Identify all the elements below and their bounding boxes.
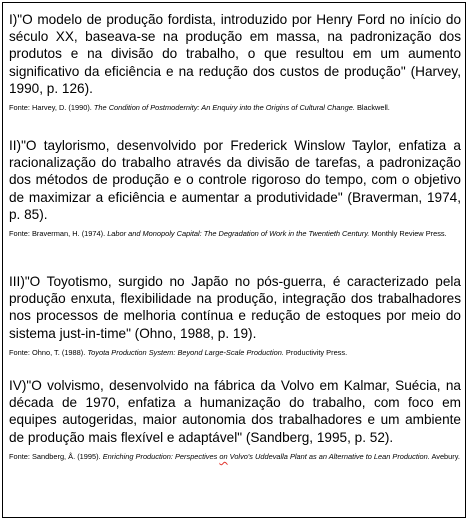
source-title: Labor and Monopoly Capital: The Degradation of Work in the Twentieth Century. — [107, 229, 370, 239]
source-reference — [9, 102, 461, 113]
source-reference — [9, 347, 461, 358]
document-frame — [2, 2, 466, 518]
source-publisher: Avebury. — [431, 451, 460, 461]
source-author: Fonte: Braverman, H. (1974). — [9, 229, 106, 239]
citation-entry-3 — [9, 273, 461, 358]
source-author: Fonte: Sandberg, Å. (1995). — [9, 451, 101, 461]
source-title-part: Enriching Production: Perspectives — [102, 451, 218, 461]
source-publisher: Monthly Review Press. — [371, 229, 447, 239]
quote-text: IV)"O volvismo, desenvolvido na fábrica da Volvo em Kalmar, Suécia, na década de 1970, enfatiza a humanização do trabalho, com foco em equipes autogeridas, maior autonomia dos trabalhadores e um ambiente de produção mais flexível e adaptável" (Sandberg, 1995, p. 52). — [9, 378, 461, 445]
source-reference — [9, 228, 461, 239]
source-title-part: Volvo's Uddevalla Plant as an Alternative to Lean Production. — [229, 451, 430, 461]
quote-text: I)"O modelo de produção fordista, introduzido por Henry Ford no início do século XX, baseava-se na produção em massa, na padronização dos produtos e na divisão do trabalho, o que resultou em um aumento significativo da eficiência e na redução dos custos de produção" (Harvey, 1990, p. 126). — [9, 12, 461, 96]
source-title: Toyota Production System: Beyond Large-Scale Production. — [87, 347, 284, 357]
source-author: Fonte: Ohno, T. (1988). — [9, 347, 86, 357]
source-author: Fonte: Harvey, D. (1990). — [9, 103, 92, 113]
citation-entry-2 — [9, 137, 461, 239]
spellcheck-flag: on — [219, 451, 228, 461]
quote-text: II)"O taylorismo, desenvolvido por Frederick Winslow Taylor, enfatiza a racionalização do trabalho através da divisão de tarefas, a padronização dos métodos de produção e o controle rigoroso do tempo, com o objetivo de maximizar a eficiência e aumentar a produtividade" (Braverman, 1974, p. 85). — [9, 138, 461, 222]
citation-entry-4 — [9, 377, 461, 462]
source-reference — [9, 451, 461, 462]
source-publisher: Productivity Press. — [285, 347, 348, 357]
quote-text: III)"O Toyotismo, surgido no Japão no pós-guerra, é caracterizado pela produção enxuta, flexibilidade na produção, integração dos trabalhadores nos processos de melhoria contínua e redução de estoques por meio do sistema just-in-time" (Ohno, 1988, p. 19). — [9, 274, 461, 341]
source-publisher: Blackwell. — [356, 103, 390, 113]
citation-entry-1 — [9, 11, 461, 113]
source-title — [103, 452, 430, 461]
source-title: The Condition of Postmodernity: An Enquiry into the Origins of Cultural Change. — [93, 103, 355, 113]
